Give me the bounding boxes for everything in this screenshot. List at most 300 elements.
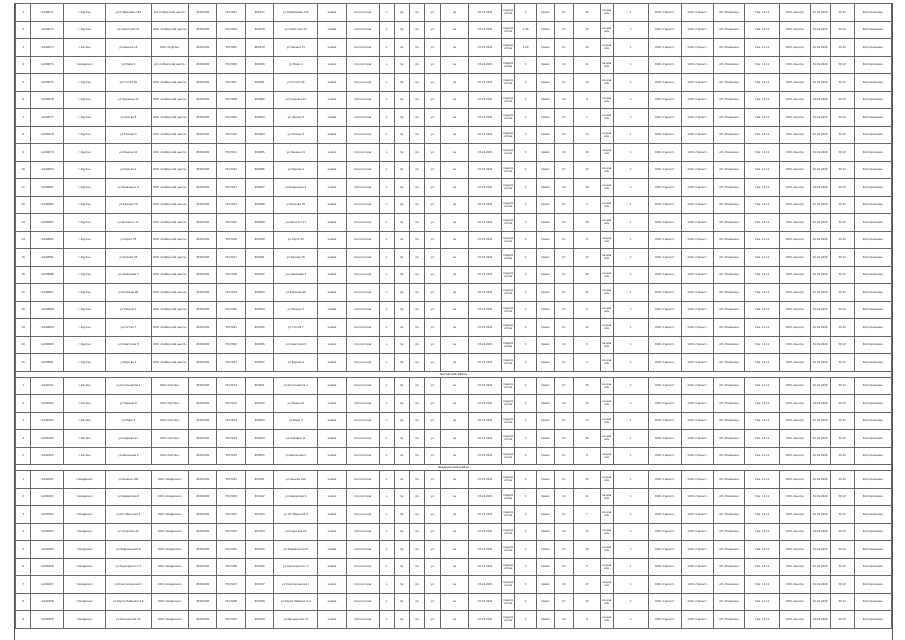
table-cell: предприятие [502,284,515,302]
row-number: 9 [16,144,31,162]
section-title: Шадринский район [16,465,892,471]
table-cell: ООО «Центр» [780,506,811,524]
table-cell: пп. [554,488,574,506]
table-cell: прямо [537,266,555,284]
table-cell: к [379,447,394,465]
table-cell: 652982 [245,91,273,109]
table-cell: АО «Ромашка» [714,284,745,302]
table-cell: прямо [537,56,555,74]
table-cell: 45401000 [188,576,216,594]
table-cell: ООО «Гарант» [681,179,714,197]
table-cell: 45401000 [188,488,216,506]
table-cell: пр. [410,56,425,74]
table-cell: к [379,196,394,214]
table-cell: 45401000 [188,354,216,372]
table-cell: плоскостная [346,593,379,611]
table-cell: г.Шадринск [64,523,106,541]
table-cell: Тем. 11.11 [745,430,780,448]
table-cell: ул. [425,196,440,214]
table-cell: ООО «Центр» [780,488,811,506]
row-number: 12 [16,196,31,214]
table-cell: пр. [394,488,409,506]
table-cell: 07.12.2021 [469,558,502,576]
table-cell: пр. [410,4,425,22]
row-number: 8 [16,593,31,611]
table-cell: ООО «Центр» [780,39,811,57]
table-cell: 652990 [245,231,273,249]
table-cell: к [379,506,394,524]
table-cell: плоскостная [346,506,379,524]
table-cell: плоскостная [346,541,379,559]
table-cell: ул. [425,395,440,413]
table-cell: не давали [600,179,613,197]
table-cell: ООО «Кетово» [151,395,188,413]
table-cell: не давали [600,430,613,448]
table-cell: 30.12 [830,319,854,337]
table-cell: 5517010 [217,126,245,144]
table-cell: 1 [613,284,648,302]
table-cell: с.Кетово [64,447,106,465]
table-row [16,576,892,594]
table-cell: ул.Комсомольская 1 [274,576,318,594]
table-cell: ООО «Гарант» [681,488,714,506]
table-cell: ООО «Гарант» [681,430,714,448]
table-cell: Тем. 11.11 [745,447,780,465]
table-cell: 01.01.2020 [810,266,830,284]
row-number: 19 [16,319,31,337]
table-cell: пр. [394,4,409,22]
table-cell: Распоряжение [854,161,891,179]
table-cell: 07.12.2021 [469,541,502,559]
table-cell: 45401000 [188,506,216,524]
table-cell: предприятие [502,611,515,629]
table-cell: пп. [554,471,574,489]
table-cell: 5517019 [217,284,245,302]
table-cell: 07.12.2021 [469,144,502,162]
table-cell: к [379,91,394,109]
table-cell: 1 [613,39,648,57]
table-cell: 4-040081 [31,179,64,197]
table-cell: 1 [515,319,537,337]
table-cell: 652983 [245,109,273,127]
table-cell: ООО «Гарант» [681,214,714,232]
table-cell: 01.01.2020 [810,412,830,430]
table-cell: плоскостная [346,109,379,127]
table-row [16,395,892,413]
table-cell: ООО «Центр» [780,74,811,92]
table-cell: 45401000 [188,91,216,109]
table-cell: жилая [318,4,346,22]
table-cell: плоскостная [346,319,379,337]
table-cell: пп. [554,74,574,92]
table-cell: 30.12 [830,144,854,162]
table-cell: не давали [600,4,613,22]
table-cell: 1 [613,144,648,162]
table-cell: прямо [537,249,555,267]
table-cell: ООО «Гарант» [681,412,714,430]
table-cell: г.Курган [64,179,106,197]
table-cell: Тем. 11.11 [745,301,780,319]
table-cell: 653108 [245,593,273,611]
table-cell: 4-040078 [31,126,64,144]
table-cell: 5517103 [217,412,245,430]
table-cell: ул.Савельева 5 [274,266,318,284]
table-cell: 30.12 [830,196,854,214]
table-cell: лн [440,488,468,506]
table-cell: г.Шадринск [64,541,106,559]
table-cell: ул.Савельева 5 [105,266,151,284]
table-cell: жилая [318,377,346,395]
table-cell: 1 [613,249,648,267]
table-cell: 1 [613,558,648,576]
table-cell: пп. [554,319,574,337]
table-cell: 4-040091 [31,354,64,372]
table-cell: ООО «Гарант» [648,196,681,214]
table-cell: ул.Луначарского 3 [274,558,318,576]
table-cell: лн [440,144,468,162]
table-cell: прямо [537,91,555,109]
table-cell: 5517006 [217,56,245,74]
table-cell: пп. [554,412,574,430]
table-cell: 1 [613,21,648,39]
table-cell: пр. [410,196,425,214]
table-cell: уч.Куйбышева 143 [274,4,318,22]
table-cell: ул. [425,126,440,144]
table-cell: ООО «Центр» [780,4,811,22]
table-cell: 5517011 [217,144,245,162]
table-cell: 4-040085 [31,249,64,267]
table-cell: лн [440,4,468,22]
table-cell: АО «Ромашка» [714,91,745,109]
table-cell: ул. [425,447,440,465]
table-cell: 07.12.2021 [469,506,502,524]
table-cell: г.Курган [64,354,106,372]
table-cell: ООО «Гарант» [681,395,714,413]
table-cell: ООО «Сибирский центр» [151,336,188,354]
table-cell: 07.12.2021 [469,576,502,594]
table-cell: 07.12.2021 [469,471,502,489]
table-cell: Распоряжение [854,144,891,162]
table-cell: 4 [574,196,600,214]
table-cell: жилая [318,74,346,92]
table-cell: к [379,21,394,39]
table-cell: лн [440,179,468,197]
row-number: 11 [16,179,31,197]
table-cell: ООО «Гарант» [648,558,681,576]
table-cell: 5517015 [217,214,245,232]
table-cell: ул.Пионерская 15 [274,611,318,629]
table-cell: 4-040103 [31,412,64,430]
table-cell: 30.12 [830,74,854,92]
table-cell: 1 [613,593,648,611]
table-cell: г.Курган [64,144,106,162]
table-cell: плоскостная [346,523,379,541]
table-cell: лн [440,284,468,302]
table-cell: 30.12 [830,126,854,144]
table-cell: ул.Космонавтов 1 [274,377,318,395]
table-cell: предприятие [502,506,515,524]
table-cell: пп. [554,91,574,109]
table-cell: Распоряжение [854,91,891,109]
table-cell: 07.12.2021 [469,488,502,506]
table-cell: к [379,161,394,179]
table-cell: жилая [318,249,346,267]
table-cell: прямо [537,593,555,611]
table-cell: 17 [574,576,600,594]
table-cell: ООО «Гарант» [648,354,681,372]
row-number: 3 [16,39,31,57]
table-cell: лн [440,161,468,179]
table-cell: 07.12.2021 [469,231,502,249]
table-cell: 45401000 [188,56,216,74]
table-cell: 5517102 [217,395,245,413]
table-cell: 652980 [245,56,273,74]
table-cell: пп. [554,21,574,39]
table-cell: 45401000 [188,126,216,144]
table-cell: 4-040084 [31,231,64,249]
table-row [16,412,892,430]
table-cell: ООО «Гарант» [681,21,714,39]
table-cell: с.Кетово [64,412,106,430]
table-cell: ул.Советская 8 [274,336,318,354]
table-cell: пр. [410,91,425,109]
table-cell: 5517016 [217,231,245,249]
table-cell: АО «Ромашка» [714,412,745,430]
table-cell: 8 [574,231,600,249]
table-cell: не давали [600,395,613,413]
table-cell: Тем. 11.11 [745,231,780,249]
table-row [16,39,892,57]
table-cell: Распоряжение [854,301,891,319]
table-cell: не давали [600,39,613,57]
row-number: 13 [16,214,31,232]
table-cell: 652978 [245,21,273,39]
table-cell: ООО «Центр» [780,541,811,559]
table-cell: 1 [613,354,648,372]
table-cell: ул.Бурова 4 [274,354,318,372]
table-cell: к [379,576,394,594]
table-cell: 16 [574,430,600,448]
table-cell: ООО «Шадринск» [151,611,188,629]
table-cell: 45401000 [188,179,216,197]
table-cell: г.Шадринск [64,471,106,489]
table-row [16,179,892,197]
table-cell: ООО «Шадринск» [151,506,188,524]
table-cell: плоскостная [346,56,379,74]
table-cell: г.Курган [64,196,106,214]
table-cell: г.Курган [64,4,106,22]
table-cell: ООО «Сибирский центр» [151,179,188,197]
table-cell: ул. [425,21,440,39]
table-cell: 01.01.2020 [810,301,830,319]
row-number: 18 [16,301,31,319]
table-cell: Тем. 11.11 [745,471,780,489]
table-cell: ООО «Гарант» [648,336,681,354]
table-cell: АО «Ромашка» [714,395,745,413]
table-cell: 1 [613,4,648,22]
table-cell: прямо [537,4,555,22]
table-cell: ул. [425,471,440,489]
table-cell: прямо [537,336,555,354]
table-cell: ул. [425,284,440,302]
table-cell: 1 [515,412,537,430]
row-number: 17 [16,284,31,302]
table-cell: АО «Ромашка» [714,179,745,197]
table-cell: ООО «Гарант» [648,523,681,541]
table-cell: Распоряжение [854,196,891,214]
table-cell: 30.12 [830,56,854,74]
table-cell: АО «Ромашка» [714,56,745,74]
table-cell: 4-040090 [31,336,64,354]
table-cell: ООО «Кетово» [151,377,188,395]
table-cell: 30 [574,377,600,395]
table-cell: ООО «Шадринск» [151,471,188,489]
table-cell: плоскостная [346,196,379,214]
table-cell: пр. [410,430,425,448]
table-cell: Распоряжение [854,395,891,413]
table-cell: ООО «Сибирский центр» [151,161,188,179]
table-cell: 5517021 [217,319,245,337]
table-cell: пр. [394,249,409,267]
table-cell: плоскостная [346,558,379,576]
table-cell: ООО «Гарант» [681,377,714,395]
table-cell: плоскостная [346,4,379,22]
row-number: 20 [16,336,31,354]
table-cell: 5517007 [217,74,245,92]
table-cell: жилая [318,231,346,249]
table-cell: ООО «Гарант» [648,319,681,337]
table-cell: пр. [394,74,409,92]
table-cell: ООО «Гарант» [681,471,714,489]
table-cell: ул.Спартака 22 [105,523,151,541]
table-cell: 30.12 [830,91,854,109]
table-cell: с.Кетово [64,377,106,395]
table-cell: плоскостная [346,354,379,372]
table-cell: Тем. 11.11 [745,488,780,506]
row-number: 6 [16,558,31,576]
table-cell: ООО «Сибирский центр» [151,214,188,232]
table-cell: ул. [425,593,440,611]
table-cell: ул. [425,377,440,395]
table-cell: г.Курган [64,214,106,232]
table-cell: ул.Бажова 70 [274,196,318,214]
table-row [16,319,892,337]
table-cell: ООО «Шадринск» [151,593,188,611]
table-cell: Распоряжение [854,336,891,354]
table-cell: пр. [410,109,425,127]
table-cell: 45401000 [188,74,216,92]
table-cell: жилая [318,21,346,39]
table-cell: предприятие [502,593,515,611]
table-cell: 45401000 [188,471,216,489]
table-cell: 01.01.2020 [810,377,830,395]
table-cell: 1 [613,109,648,127]
table-cell: Тем. 11.11 [745,412,780,430]
table-cell: ООО «Сибирский центр» [151,319,188,337]
table-cell: плоскостная [346,144,379,162]
table-cell: не давали [600,488,613,506]
table-cell: не давали [600,523,613,541]
table-cell: ул. [425,249,440,267]
table-cell: Тем. 11.11 [745,354,780,372]
table-cell: 01.01.2020 [810,126,830,144]
table-cell: АО «Ромашка» [714,611,745,629]
table-cell: ООО «Шадринск» [151,488,188,506]
table-cell: 13 [574,523,600,541]
table-cell: ООО «Центр» [780,354,811,372]
table-cell: жилая [318,506,346,524]
table-cell: ООО «Гарант» [681,319,714,337]
table-cell: 4-040105 [31,447,64,465]
table-cell: 1 [613,266,648,284]
table-cell: ООО «Гарант» [648,179,681,197]
table-cell: пп. [554,39,574,57]
table-cell: г.Курган [64,301,106,319]
table-cell: предприятие [502,576,515,594]
table-cell: 07.12.2021 [469,319,502,337]
table-cell: 5517020 [217,301,245,319]
table-cell: 30.12 [830,109,854,127]
table-cell: ООО «Гарант» [648,412,681,430]
table-cell: жилая [318,354,346,372]
table-cell: АО «Ромашка» [714,4,745,22]
table-cell: Распоряжение [854,179,891,197]
table-cell: прямо [537,39,555,57]
table-cell: ООО «Центр» [780,447,811,465]
table-cell: пр. [410,126,425,144]
table-cell: лн [440,196,468,214]
row-number: 6 [16,91,31,109]
row-number: 7 [16,576,31,594]
table-cell: пр. [394,284,409,302]
table-cell: 1 [515,249,537,267]
table-cell: Распоряжение [854,354,891,372]
table-cell: пп. [554,196,574,214]
table-cell: 45401000 [188,266,216,284]
row-number: 1 [16,4,31,22]
table-cell: не давали [600,576,613,594]
table-cell: АО «Ромашка» [714,523,745,541]
table-cell: Распоряжение [854,541,891,559]
table-cell: 12 [574,161,600,179]
table-cell: жилая [318,395,346,413]
table-cell: ООО «Центр» [780,523,811,541]
table-cell: 30.12 [830,354,854,372]
table-cell: Распоряжение [854,412,891,430]
table-cell: ООО «Гарант» [648,249,681,267]
table-cell: 01.01.2020 [810,91,830,109]
table-cell: жилая [318,412,346,430]
row-number: 5 [16,447,31,465]
table-cell: ул.Чехова 8 [274,109,318,127]
table-cell: 4-040073 [31,39,64,57]
table-cell: не давали [600,412,613,430]
table-cell: не давали [600,21,613,39]
table-cell: прямо [537,447,555,465]
table-cell: 1 [613,412,648,430]
table-cell: 1 [613,488,648,506]
table-cell: ООО «Гарант» [648,144,681,162]
table-cell: ООО «Гарант» [681,109,714,127]
table-cell: 19 [574,541,600,559]
table-cell: 1 [515,56,537,74]
table-cell: не давали [600,144,613,162]
table-cell: не давали [600,91,613,109]
table-cell: ул.Гоголя 7 [274,319,318,337]
table-cell: 653002 [245,395,273,413]
table-cell: прямо [537,488,555,506]
table-cell: пр. [410,488,425,506]
